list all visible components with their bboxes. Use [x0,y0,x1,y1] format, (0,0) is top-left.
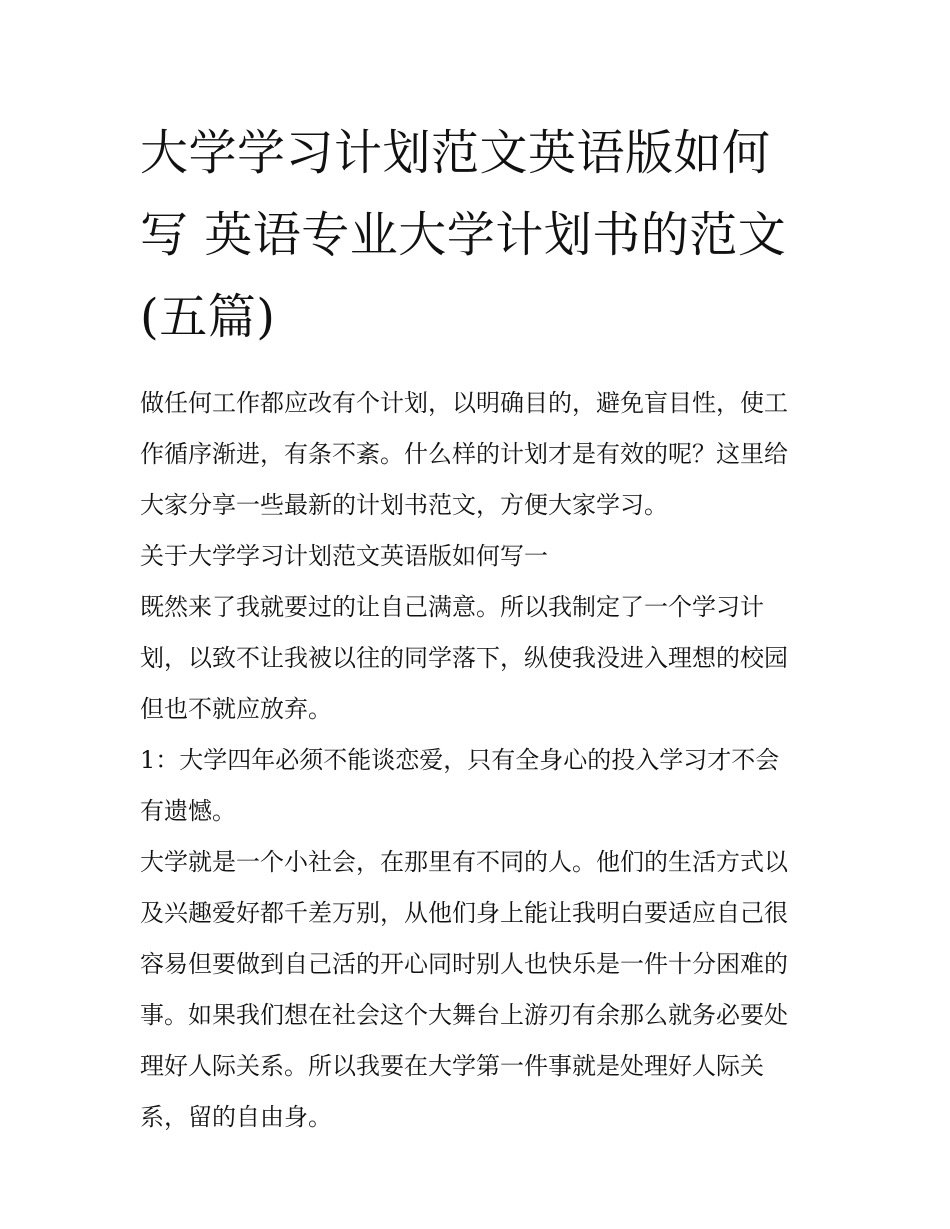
body-line: 大家分享一些最新的计划书范文，方便大家学习。 [140,491,668,519]
body-line: 事。如果我们想在社会这个大舞台上游刃有余那么就务必要处 [140,1001,788,1029]
body-line: 但也不就应放弃。 [140,695,332,723]
title-line: 大学学习计划范文英语版如何 [140,125,771,181]
body-line: 理好人际关系。所以我要在大学第一件事就是处理好人际关 [140,1052,764,1080]
body-line: 系，留的自由身。 [140,1103,332,1131]
body-line: 作循序渐进，有条不紊。什么样的计划才是有效的呢？这里给 [140,440,788,468]
body-line: 划，以致不让我被以往的同学落下，纵使我没进入理想的校园 [140,644,788,672]
title-line: 写 英语专业大学计划书的范文 [140,207,787,263]
body-line: 容易但要做到自己活的开心同时别人也快乐是一件十分困难的 [140,950,788,978]
body-line: 有遗憾。 [140,797,236,825]
body-line: 做任何工作都应改有个计划，以明确目的，避免盲目性，使工 [140,389,788,417]
body-line: 大学就是一个小社会，在那里有不同的人。他们的生活方式以 [140,848,788,876]
document-title [140,112,812,358]
title-line: (五篇) [140,289,276,345]
body-line: 既然来了我就要过的让自己满意。所以我制定了一个学习计 [140,593,764,621]
list-item: 1：大学四年必须不能谈恋爱，只有全身心的投入学习才不会 [140,746,780,774]
document-page [140,112,812,1143]
document-body [140,378,812,1143]
section-heading: 关于大学学习计划范文英语版如何写一 [140,542,548,570]
body-line: 及兴趣爱好都千差万别，从他们身上能让我明白要适应自己很 [140,899,788,927]
